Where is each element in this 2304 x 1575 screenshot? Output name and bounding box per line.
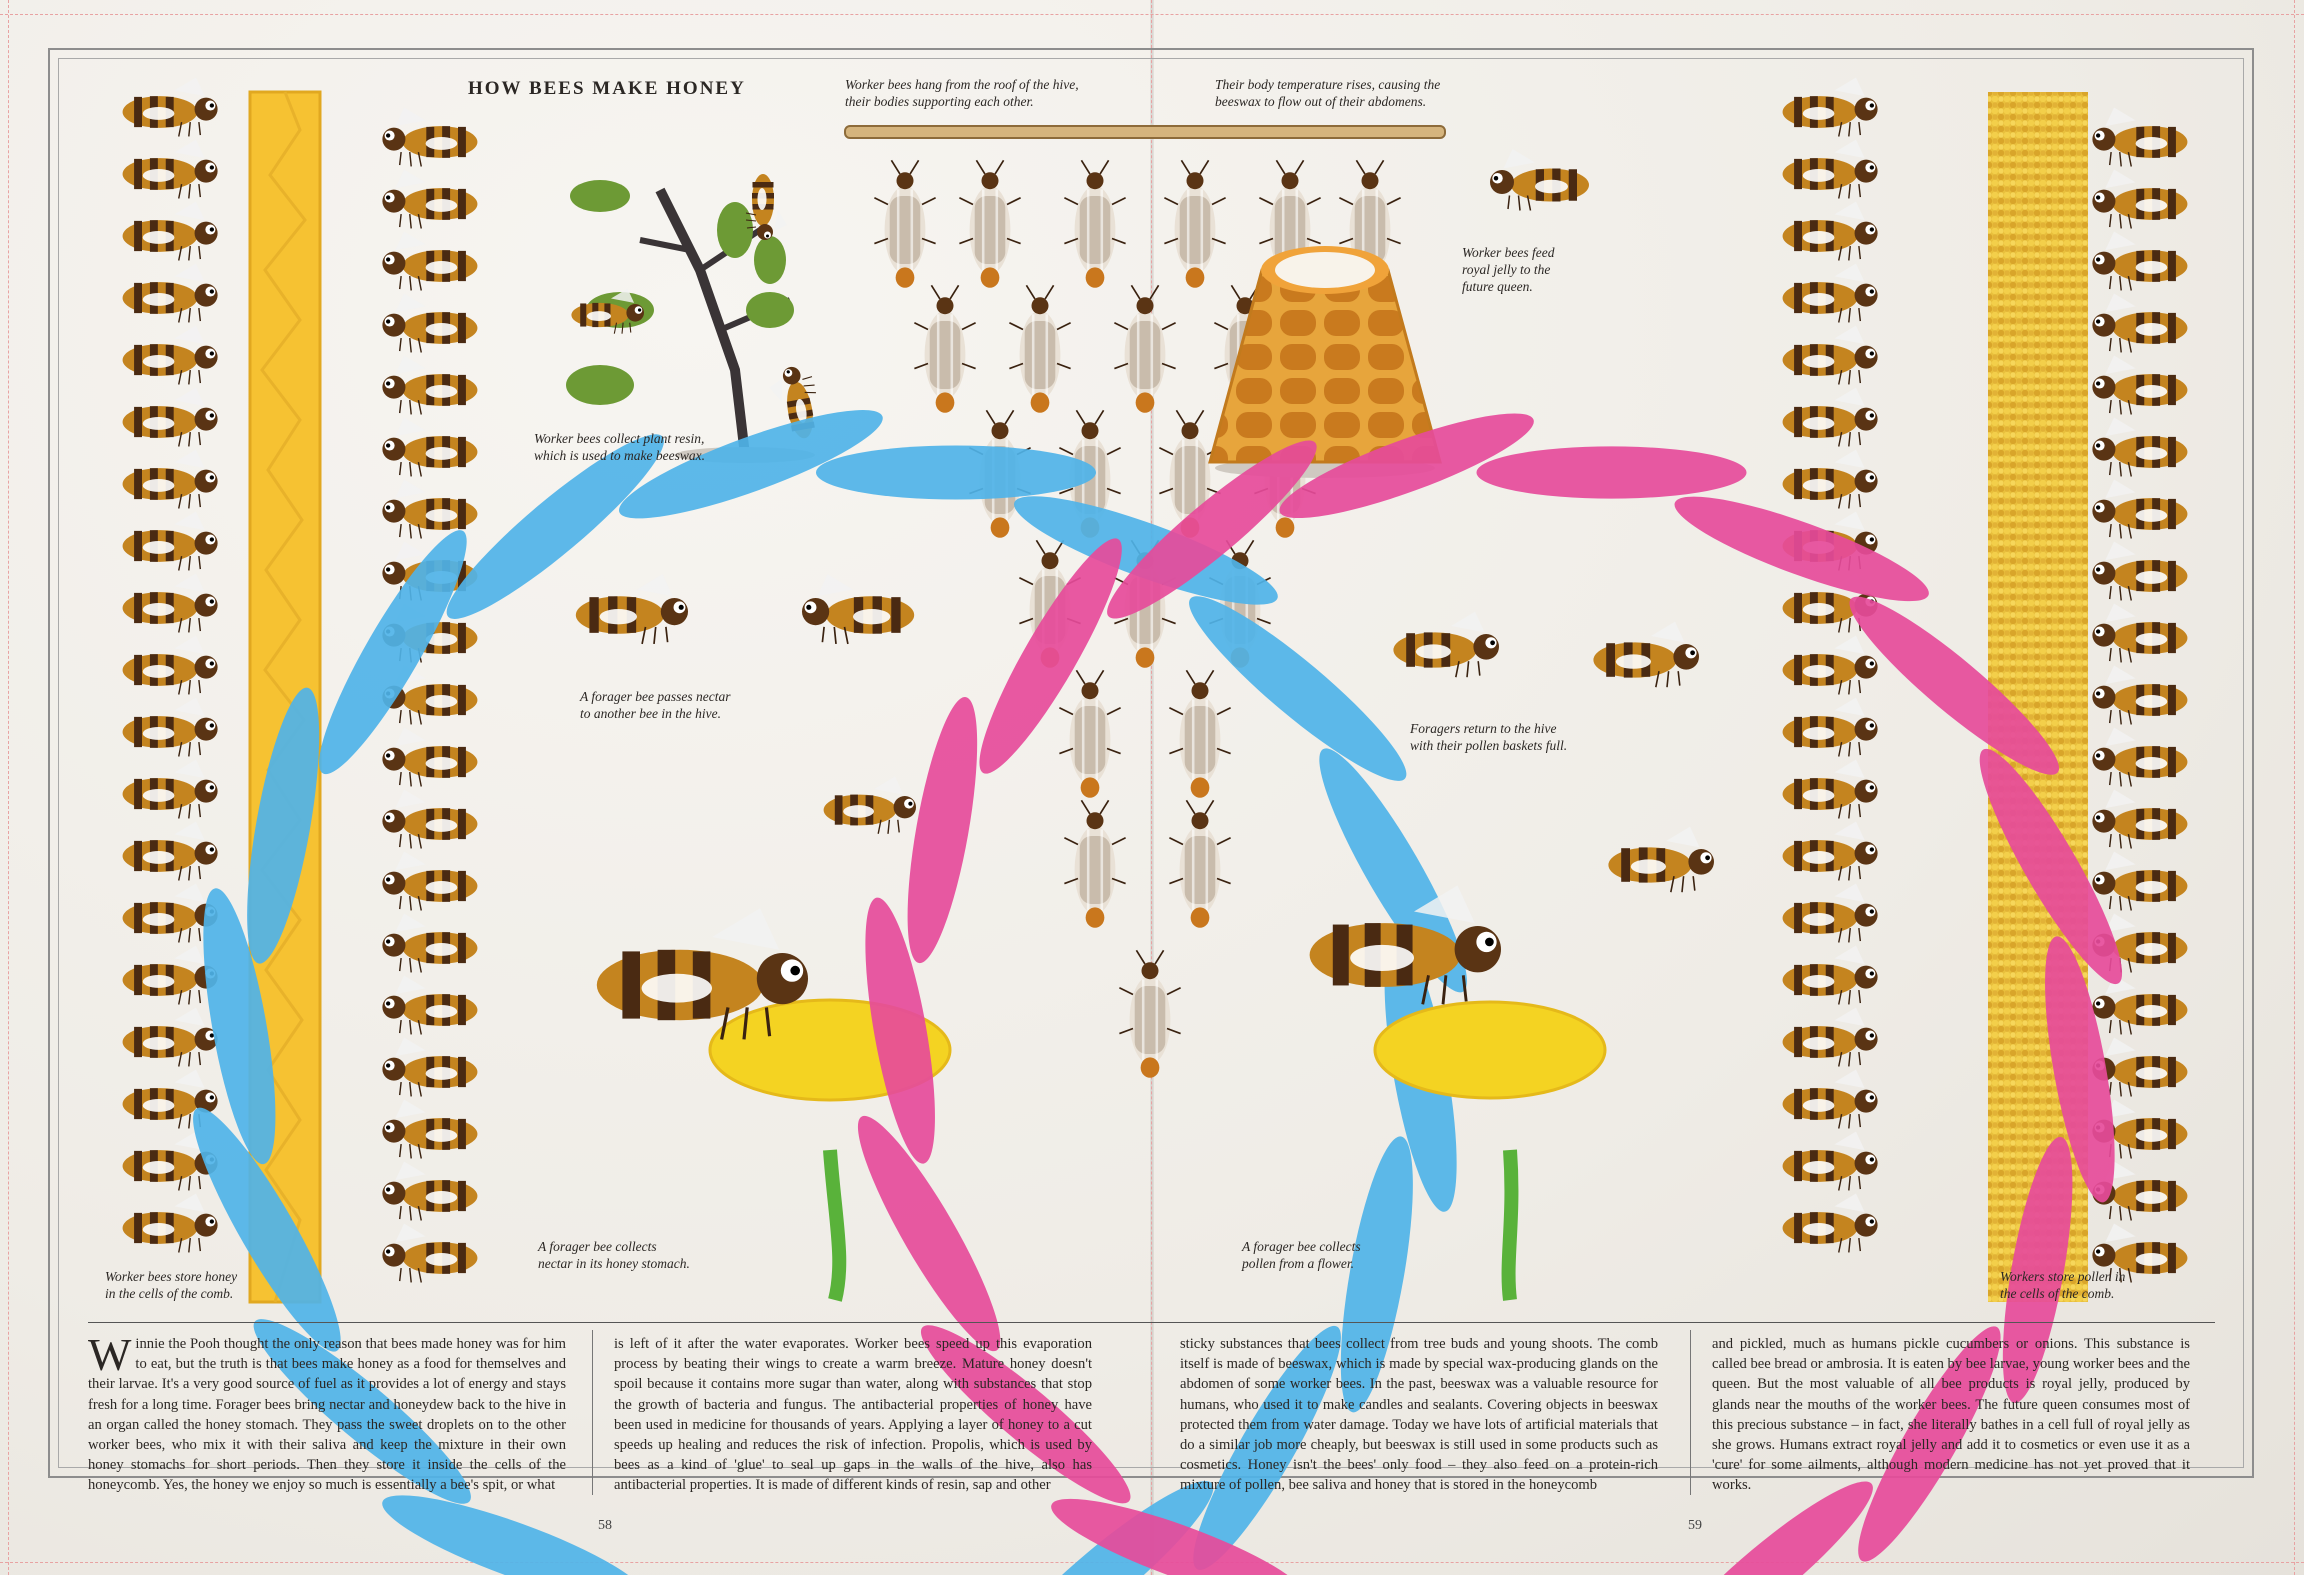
caption-line: future queen. — [1462, 279, 1533, 294]
bee-illustration — [2092, 169, 2187, 228]
hanging-bee-illustration — [1114, 285, 1175, 413]
caption-temp — [1215, 76, 1440, 110]
hanging-bee-illustration — [1064, 800, 1125, 928]
body-column-1 — [88, 1329, 566, 1496]
bee-illustration — [123, 573, 218, 632]
bee-illustration — [1783, 883, 1878, 942]
bee-illustration — [382, 1161, 477, 1220]
bee-illustration — [2092, 851, 2187, 910]
caption-line: Worker bees collect plant resin, — [534, 431, 705, 446]
bee-illustration — [1783, 635, 1878, 694]
branch-resin-illustration — [566, 174, 823, 463]
body-text: is left of it after the water evaporates. Worker bees speed up this evaporation process by beating their wings to create a warm breeze. Mature honey doesn't spoil because it contains more sugar than water, along with substances that stop the growth of bacteria and fungus. The antibacterial properties of honey have been used in medicine for thousands of years. Applying a layer of honey to a cut speeds up healing and reduces the risk of infection. Propolis, which is used by bees as a kind of 'glue' to seal up gaps in the walls of the hive, also has antibacterial properties. It is made of different kinds of resin, sap and other — [614, 1336, 1092, 1494]
body-text: and pickled, much as humans pickle cucumbers or onions. This substance is called bee bread or ambrosia. It is eaten by bee larvae, young worker bees and the queen. But the most valuable of all bee products is royal jelly, produced by glands near the mouths of the worker bees. The future queen consumes most of this precious substance – in fact, she literally bathes in a cell full of royal jelly as she grows. Humans extract royal jelly and add it to cosmetics or even use it as a 'cure' for some ailments, although modern medicine has not yet proved that it works. — [1712, 1336, 2190, 1494]
bee-illustration — [1783, 263, 1878, 322]
caption-line: pollen from a flower. — [1242, 1256, 1355, 1271]
caption-line: their bodies supporting each other. — [845, 94, 1034, 109]
caption-line: to another bee in the hive. — [580, 706, 721, 721]
bee-illustration — [2092, 665, 2187, 724]
bee-illustration — [382, 479, 477, 538]
bee-illustration — [1783, 1007, 1878, 1066]
caption-line: which is used to make beeswax. — [534, 448, 705, 463]
bee-illustration — [1783, 697, 1878, 756]
bee-illustration — [123, 821, 218, 880]
bee-illustration — [123, 139, 218, 198]
body-column-3 — [1180, 1334, 1658, 1496]
caption-resin — [534, 430, 705, 464]
caption-line: Foragers return to the hive — [1410, 721, 1557, 736]
body-column-2 — [614, 1334, 1092, 1496]
caption-line: A forager bee collects — [538, 1239, 657, 1254]
hanging-bee-illustration — [959, 160, 1020, 287]
bee-illustration — [1783, 759, 1878, 818]
caption-pollen-store — [2000, 1268, 2125, 1302]
hanging-bee-illustration — [1064, 160, 1125, 287]
caption-line: in the cells of the comb. — [105, 1286, 234, 1301]
bee-illustration — [2092, 727, 2187, 786]
bee-illustration — [1783, 325, 1878, 384]
page-number-left: 58 — [598, 1518, 612, 1533]
bee-illustration — [2092, 541, 2187, 600]
bee-illustration — [2092, 355, 2187, 414]
honeycomb-honey-illustration — [123, 77, 478, 1302]
bee-illustration — [2092, 603, 2187, 662]
caption-royal-jelly — [1462, 244, 1554, 295]
bee-illustration — [382, 789, 477, 848]
bee-illustration — [382, 913, 477, 972]
body-column-4 — [1712, 1334, 2190, 1496]
caption-line: Their body temperature rises, causing the — [1215, 77, 1441, 92]
page-title: HOW BEES MAKE HONEY — [468, 78, 746, 99]
hanging-bee-illustration — [1059, 670, 1120, 798]
bee-illustration — [382, 975, 477, 1034]
caption-line: beeswax to flow out of their abdomens. — [1215, 94, 1427, 109]
page-number-right: 59 — [1688, 1518, 1702, 1533]
bee-illustration — [123, 325, 218, 384]
body-text: innie the Pooh thought the only reason that bees made honey was for him to eat, but the truth is that bees make honey as a food for themselves and their larvae. It's a very good source of fuel as it provides a lot of energy and stays fresh for a long time. Forager bees bring nectar and honeydew back to the hive in an organ called the honey stomach. They pass the sweet droplets on to the other worker bees, who mix it with their saliva and keep the mixture in their own honey stomachs for short periods. Then they store it inside the cells of the honeycomb. Yes, the honey we enjoy so much is essentially a bee's spit, or what — [88, 1336, 566, 1494]
bee-illustration — [1783, 449, 1878, 508]
bee-illustration — [2092, 975, 2187, 1034]
caption-line: with their pollen baskets full. — [1410, 738, 1568, 753]
caption-line: A forager bee passes nectar — [580, 689, 731, 704]
bee-illustration — [1783, 1131, 1878, 1190]
caption-line: the cells of the comb. — [2000, 1286, 2115, 1301]
bee-illustration — [123, 697, 218, 756]
bee-illustration — [1783, 387, 1878, 446]
caption-line: royal jelly to the — [1462, 262, 1551, 277]
petal — [1438, 1564, 1710, 1575]
bee-illustration — [382, 169, 477, 228]
bee-illustration — [382, 851, 477, 910]
caption-line: Worker bees feed — [1462, 245, 1555, 260]
bee-illustration — [1783, 1193, 1878, 1252]
bee-illustration — [382, 1037, 477, 1096]
bee-illustration — [382, 293, 477, 352]
bee-illustration — [2092, 107, 2187, 166]
bee-illustration — [382, 727, 477, 786]
hanging-bee-illustration — [1164, 160, 1225, 287]
bee-illustration — [2092, 293, 2187, 352]
column-divider — [592, 1330, 593, 1495]
bee-illustration — [123, 945, 218, 1004]
bee-illustration — [123, 511, 218, 570]
hanging-bee-illustration — [874, 160, 935, 287]
body-text: sticky substances that bees collect from tree buds and young shoots. The comb itself is made of beeswax, which is made by special wax-producing glands on the abdomen of some worker bees. In the past, beeswax was a valuable resource for humans, who used it to make candles and sealants. Covering objects in beeswax protected them from water damage. Today we have lots of artificial materials that do a similar job more cheaply, but beeswax is still used in some products such as cosmetics. Honey isn't the bees' only food – they also feed on a protein-rich mixture of pollen, bee saliva and honey that is stored in the honeycomb — [1180, 1336, 1658, 1494]
bee-illustration — [123, 883, 218, 942]
bee-illustration — [2092, 789, 2187, 848]
caption-line: Worker bees store honey — [105, 1269, 238, 1284]
bee-illustration — [123, 77, 218, 136]
petal — [893, 693, 991, 968]
nectar-passing-illustration — [576, 574, 914, 644]
bee-illustration — [123, 449, 218, 508]
bee-illustration — [382, 417, 477, 476]
bee-illustration — [123, 1007, 218, 1066]
column-divider — [1690, 1330, 1691, 1495]
caption-hang — [845, 76, 1079, 110]
bee-illustration — [382, 1099, 477, 1158]
bee-illustration — [382, 355, 477, 414]
caption-nectar-collect — [538, 1238, 690, 1272]
bee-illustration — [1783, 821, 1878, 880]
bee-illustration — [123, 201, 218, 260]
hanging-bee-illustration — [914, 285, 975, 413]
petal — [768, 1563, 1050, 1575]
bee-illustration — [382, 107, 477, 166]
hanging-bee-illustration — [1119, 950, 1180, 1078]
bee-illustration — [1783, 945, 1878, 1004]
bee-illustration — [123, 759, 218, 818]
bee-illustration — [1783, 1069, 1878, 1128]
bee-illustration — [123, 263, 218, 322]
caption-line: Workers store pollen in — [2000, 1269, 2126, 1284]
caption-pollen-collect — [1242, 1238, 1361, 1272]
bee-illustration — [1783, 201, 1878, 260]
bee-illustration — [2092, 231, 2187, 290]
caption-foragers-return — [1410, 720, 1567, 754]
bee-illustration — [123, 387, 218, 446]
bee-illustration — [382, 1223, 477, 1282]
caption-honey-store — [105, 1268, 237, 1302]
petal — [1477, 446, 1747, 498]
caption-line: Worker bees hang from the roof of the hive, — [845, 77, 1079, 92]
bee-illustration — [382, 231, 477, 290]
bee-illustration — [1783, 139, 1878, 198]
bee-illustration — [1783, 77, 1878, 136]
bee-illustration — [2092, 479, 2187, 538]
caption-line: nectar in its honey stomach. — [538, 1256, 690, 1271]
hanging-bee-illustration — [1169, 670, 1230, 798]
bee-illustration — [123, 635, 218, 694]
hanging-bee-illustration — [1009, 285, 1070, 413]
caption-line: A forager bee collects — [1242, 1239, 1361, 1254]
hanging-bee-illustration — [1169, 800, 1230, 928]
caption-nectar-pass — [580, 688, 730, 722]
bee-illustration — [2092, 417, 2187, 476]
petal — [816, 446, 1096, 500]
drop-cap: W — [88, 1329, 132, 1380]
bee-illustration — [123, 1193, 218, 1252]
text-divider-rule — [88, 1322, 2215, 1323]
